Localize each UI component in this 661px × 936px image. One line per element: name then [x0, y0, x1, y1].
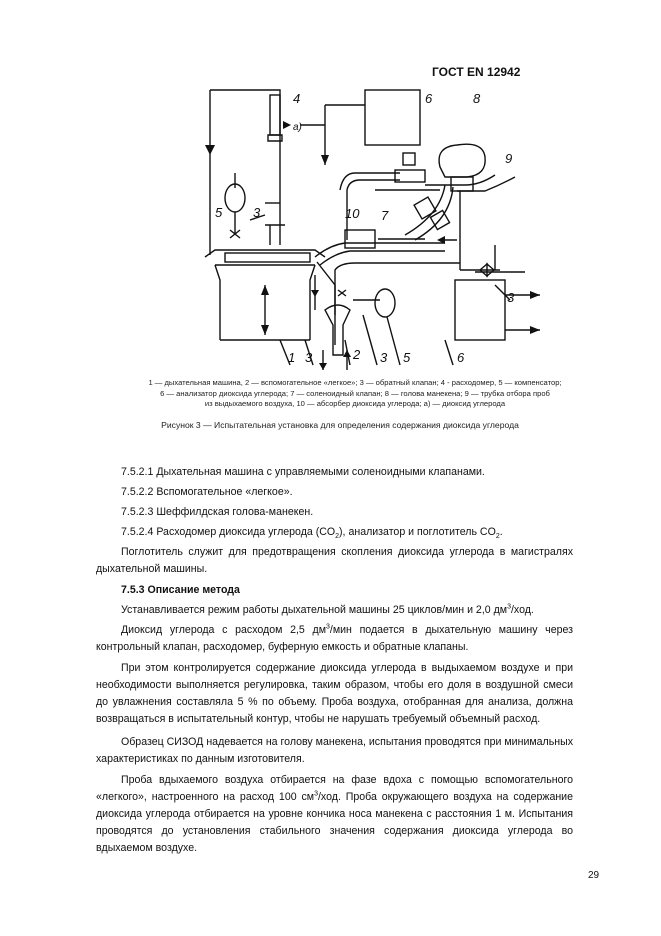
label-a: а) — [293, 122, 302, 133]
paragraph: Образец СИЗОД надевается на голову манекена, испытания проводятся при минимальных характеристиках по данным изготовителя. — [96, 736, 573, 765]
paragraph: Устанавливается режим работы дыхательной машины 25 циклов/мин и 2,0 $дм^3$/ход. — [121, 603, 534, 616]
label-3-left: 3 — [253, 205, 261, 220]
label-3-b: 3 — [380, 350, 388, 365]
paragraph: Поглотитель служит для предотвращения скопления диоксида углерода в магистралях дыхательной машины. — [96, 546, 573, 575]
label-5-left: 5 — [215, 205, 223, 220]
paragraph: При этом контролируется содержание диоксида углерода в выдыхаемом воздухе и при необходимости выполняется регулировка, таким образом, чтобы его доля в воздушной смеси до увлажнения составляла 5 % по объему. Проба воздуха, отобранная для анализа, должна возвращаться в испытательный контур, чтобы не нарушать требуемый объемный расход. — [96, 662, 573, 725]
section-heading: 7.5.3 Описание метода — [121, 584, 240, 596]
label-1: 1 — [288, 350, 296, 365]
label-4: 4 — [293, 91, 301, 106]
standard-number: ГОСТ EN 12942 — [432, 65, 521, 79]
paragraph: 7.5.2.2 Вспомогательное «легкое». — [121, 486, 293, 498]
paragraph: 7.5.2.4 Расходомер диоксида углерода $(CO_2)$, анализатор и поглотитель $CO_2$. — [121, 526, 503, 541]
label-10: 10 — [345, 206, 360, 221]
label-9: 9 — [505, 151, 513, 166]
figure-legend — [110, 378, 600, 410]
label-3-right: 3 — [507, 290, 515, 305]
legend-line: 1 — дыхательная машина, 2 — вспомогательное «легкое»; 3 — обратный клапан; 4 - расходомер, 5 — компенсатор; — [148, 378, 562, 387]
label-7: 7 — [381, 208, 389, 223]
label-6-top: 6 — [425, 91, 433, 106]
paragraph: Проба вдыхаемого воздуха отбирается на фазе вдоха с помощью вспомогательного «легкого», настроенного на расход 100 $см^3$/ход. Проба окружающего воздуха на содержание диоксида углерода отбирается на уровне кончика носа манекена с расстояния 1 м. Испытания проводятся до установления стабильного значения содержания диоксида углерода во вдыхаемом воздухе. — [96, 774, 573, 854]
label-8: 8 — [473, 91, 481, 106]
label-6-bottom: 6 — [457, 350, 465, 365]
paragraph: 7.5.2.3 Шеффилдская голова-манекен. — [121, 506, 314, 518]
page-number: 29 — [588, 870, 600, 881]
test-setup-diagram — [195, 85, 635, 375]
legend-line: 6 — анализатор диоксида углерода; 7 — соленоидный клапан; 8 — голова манекена; 9 — трубка отбора проб — [160, 388, 550, 398]
label-5-bottom: 5 — [403, 350, 411, 365]
paragraph: Диоксид углерода с расходом 2,5 $дм^3$/мин подается в дыхательную машину через контрольный клапан, расходомер, буферную емкость и обратные клапаны. — [96, 623, 573, 653]
label-2: 2 — [353, 347, 361, 362]
legend-line: из выдыхаемого воздуха, 10 — абсорбер диоксида углерода; а) — диоксид углерода — [204, 399, 506, 409]
figure-title: Рисунок 3 — Испытательная установка для определения содержания диоксида углерода — [161, 420, 519, 430]
paragraph: 7.5.2.1 Дыхательная машина с управляемыми соленоидными клапанами. — [121, 466, 485, 478]
label-3-a: 3 — [305, 350, 313, 365]
